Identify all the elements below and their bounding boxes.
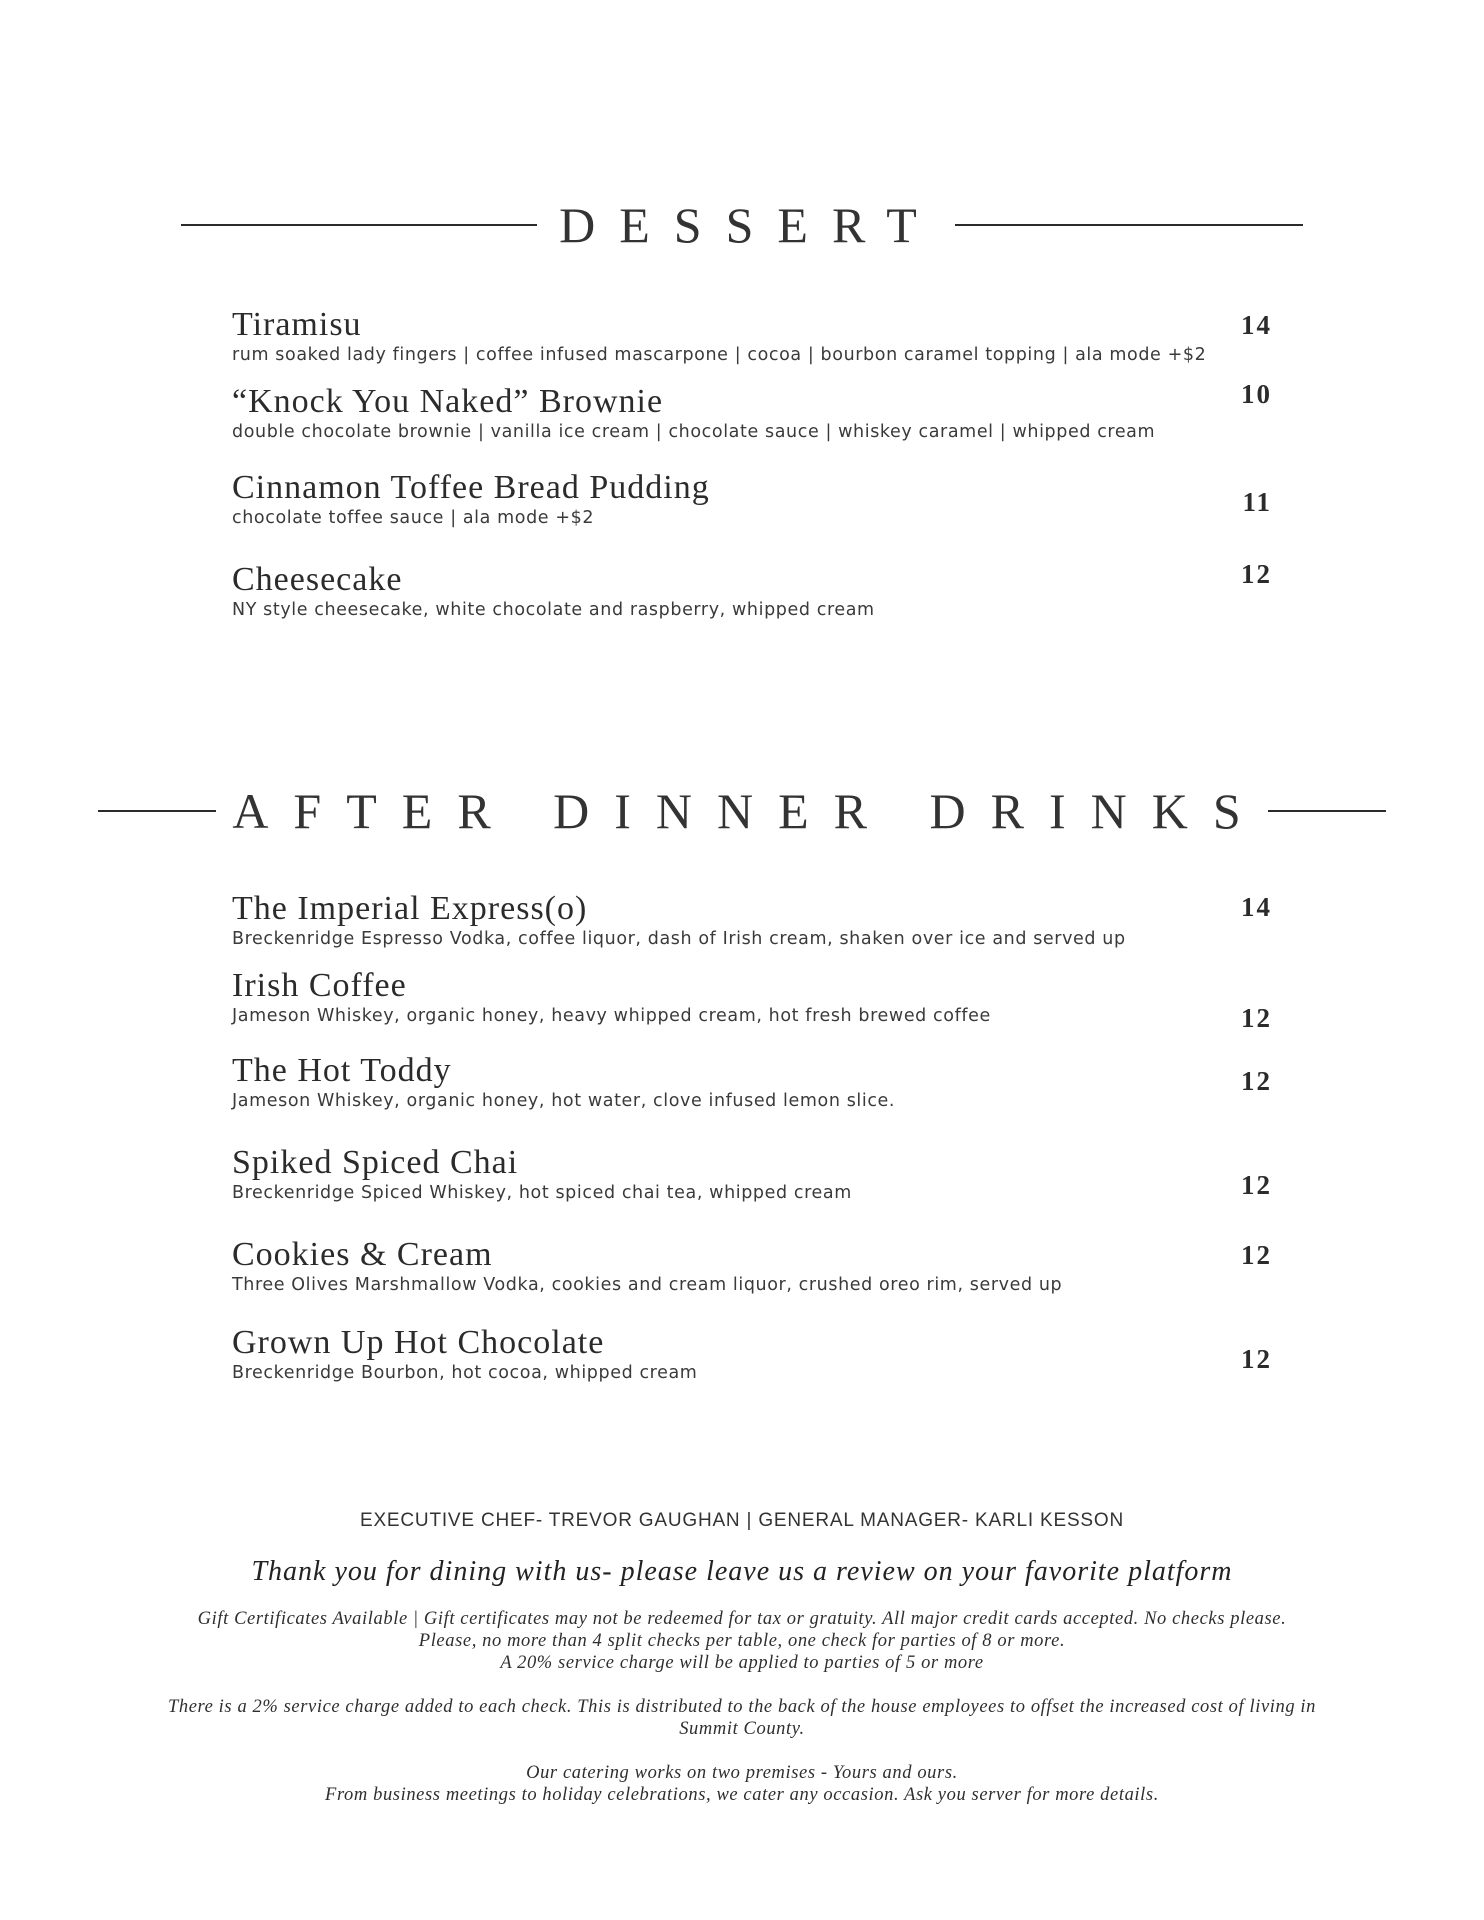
item-description: Breckenridge Spiced Whiskey, hot spiced chai tea, whipped cream [232, 1183, 852, 1203]
item-description: rum soaked lady fingers | coffee infused mascarpone | cocoa | bourbon caramel topping | ala mode +$2 [232, 345, 1207, 365]
staff-credits: EXECUTIVE CHEF- TREVOR GAUGHAN | GENERAL MANAGER- KARLI KESSON [359, 1510, 1124, 1531]
gift-certificate-policy [0, 1608, 1484, 1674]
divider-line [181, 224, 537, 226]
section-title: DESSERT [559, 197, 941, 253]
divider-line [1268, 810, 1386, 812]
item-price: 10 [1241, 379, 1272, 409]
item-description: Three Olives Marshmallow Vodka, cookies and cream liquor, crushed oreo rim, served up [232, 1275, 1063, 1295]
item-price: 14 [1241, 310, 1272, 340]
item-description: NY style cheesecake, white chocolate and raspberry, whipped cream [232, 600, 875, 620]
item-description: Breckenridge Bourbon, hot cocoa, whipped cream [232, 1363, 698, 1383]
item-name: “Knock You Naked” Brownie [232, 383, 664, 420]
item-name: Cheesecake [232, 561, 403, 598]
menu-item [232, 306, 1272, 386]
menu-item [232, 967, 1272, 1047]
divider-line [955, 224, 1303, 226]
menu-item [232, 469, 1272, 549]
drinks-section-header [0, 782, 1484, 840]
item-name: Spiked Spiced Chai [232, 1144, 519, 1181]
item-price: 12 [1241, 1344, 1272, 1374]
menu-item [232, 1236, 1272, 1316]
menu-item [232, 890, 1272, 970]
service-charge-note: A 20% service charge will be applied to parties of 5 or more [500, 1653, 984, 1673]
item-price: 14 [1241, 892, 1272, 922]
item-description: double chocolate brownie | vanilla ice cream | chocolate sauce | whiskey caramel | whipped cream [232, 422, 1156, 442]
menu-item [232, 379, 1272, 463]
item-name: Tiramisu [232, 306, 362, 343]
dessert-section-header [0, 196, 1484, 254]
item-price: 12 [1241, 559, 1272, 589]
item-description: Breckenridge Espresso Vodka, coffee liquor, dash of Irish cream, shaken over ice and served up [232, 929, 1126, 949]
item-price: 12 [1241, 1240, 1272, 1270]
menu-item [232, 1052, 1272, 1132]
item-name: Cinnamon Toffee Bread Pudding [232, 469, 710, 506]
item-price: 12 [1241, 1066, 1272, 1096]
item-description: chocolate toffee sauce | ala mode +$2 [232, 508, 595, 528]
menu-item [232, 1144, 1272, 1224]
catering-line: From business meetings to holiday celebrations, we cater any occasion. Ask you server for more details. [325, 1785, 1159, 1805]
catering-line: Our catering works on two premises - Yours and ours. [526, 1763, 958, 1783]
item-name: The Hot Toddy [232, 1052, 452, 1089]
item-name: Irish Coffee [232, 967, 407, 1004]
policy-text: Gift Certificates Available | Gift certificates may not be redeemed for tax or gratuity. All major credit cards accepted. No checks please. Please, no more than 4 split checks per table, one check for parties of 8 or more. [197, 1609, 1287, 1651]
section-title: AFTER DINNER DRINKS [232, 783, 1266, 839]
item-name: Cookies & Cream [232, 1236, 493, 1273]
service-charge-policy: There is a 2% service charge added to each check. This is distributed to the back of the house employees to offset the increased cost of living in Summit County. [167, 1697, 1317, 1739]
item-price: 12 [1241, 1003, 1272, 1033]
menu-item [232, 561, 1272, 641]
item-price: 11 [1242, 487, 1272, 517]
item-price: 12 [1241, 1170, 1272, 1200]
thank-you-message: Thank you for dining with us- please leave us a review on your favorite platform [251, 1556, 1233, 1587]
item-description: Jameson Whiskey, organic honey, heavy whipped cream, hot fresh brewed coffee [232, 1006, 991, 1026]
menu-item [232, 1324, 1272, 1404]
item-name: The Imperial Express(o) [232, 890, 588, 927]
divider-line [98, 810, 216, 812]
item-name: Grown Up Hot Chocolate [232, 1324, 605, 1361]
item-description: Jameson Whiskey, organic honey, hot water, clove infused lemon slice. [232, 1091, 896, 1111]
catering-note [0, 1762, 1484, 1806]
